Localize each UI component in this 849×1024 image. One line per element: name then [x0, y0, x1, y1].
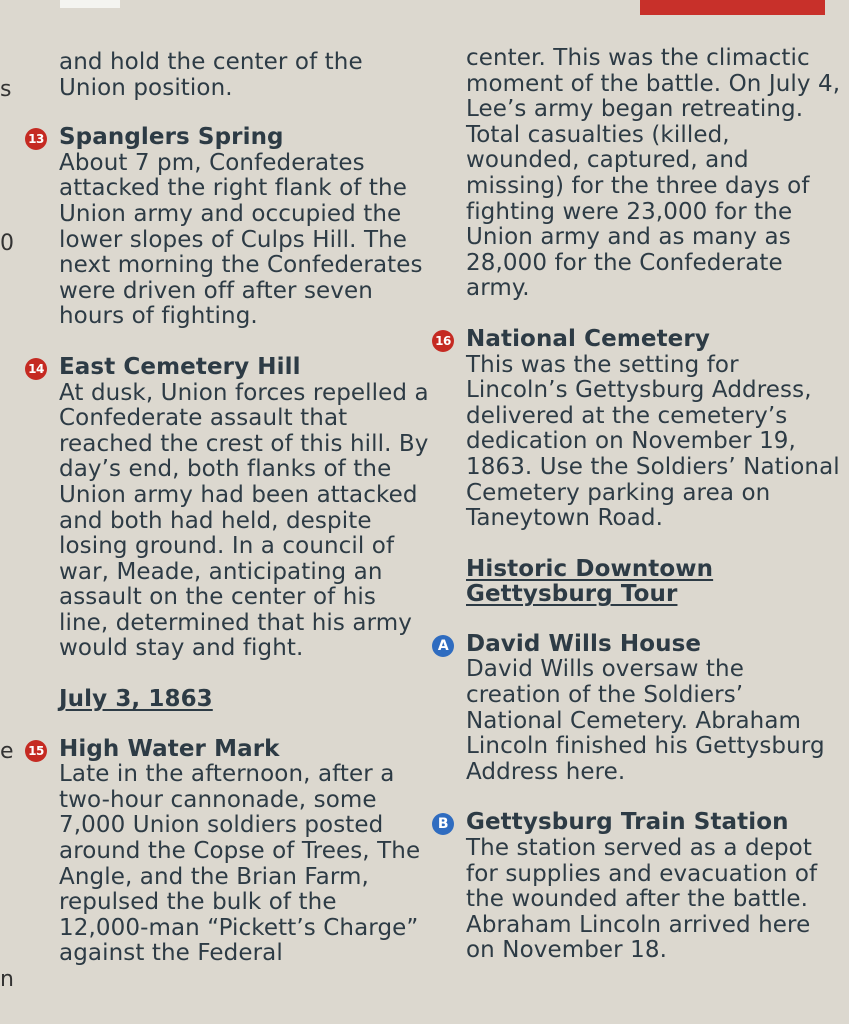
- entry-title: Spanglers Spring: [59, 124, 284, 151]
- entry-spanglers-spring: [28, 124, 431, 330]
- edge-letter: n: [0, 967, 14, 992]
- tour-heading-line2: Gettysburg Tour: [466, 581, 678, 608]
- entry-title: Gettysburg Train Station: [466, 809, 789, 836]
- entry-body: This was the setting for Lincoln’s Gettysburg Address, delivered at the cemetery’s dedication on November 19, 1863. Use the Soldiers’ National Cemetery parking area on Taneytown Road.: [466, 351, 840, 532]
- entry-east-cemetery-hill: [28, 353, 431, 662]
- red-header-bar: [640, 0, 825, 15]
- marker-16-icon: 16: [432, 330, 454, 352]
- entry-national-cemetery: [435, 325, 844, 532]
- entry-high-water-mark: [28, 735, 431, 967]
- right-column: [435, 45, 844, 964]
- entry-body: At dusk, Union forces repelled a Confederate assault that reached the crest of this hill. By day’s end, both flanks of the Union army had been attacked and both had held, despite losing ground. In a council of war, Meade, anticipating an assault on the center of his line, determined that his army would stay and fight.: [59, 379, 429, 662]
- entry-title: High Water Mark: [59, 735, 280, 762]
- date-heading: July 3, 1863: [59, 686, 213, 713]
- continued-text: center. This was the climactic moment of the battle. On July 4, Lee’s army began retreating. Total casualties (killed, wounded, captured, and missing) for the three days of fighting were 23,000 for the Union army and as many as 28,000 for the Confederate army.: [466, 45, 841, 302]
- top-edge-strip: [60, 0, 120, 8]
- entry-title: East Cemetery Hill: [59, 353, 301, 380]
- left-column: [28, 49, 431, 967]
- intro-text: and hold the center of the Union position.: [59, 49, 363, 101]
- marker-a-icon: A: [432, 635, 454, 657]
- entry-gettysburg-train-station: [437, 809, 844, 964]
- entry-david-wills-house: [437, 630, 844, 786]
- tour-heading: [466, 557, 844, 608]
- marker-15-icon: 15: [25, 740, 47, 762]
- entry-body: David Wills oversaw the creation of the Soldiers’ National Cemetery. Abraham Lincoln finished his Gettysburg Address here.: [466, 656, 825, 785]
- tour-heading-line1: Historic Downtown: [466, 555, 714, 582]
- entry-body: Late in the afternoon, after a two-hour cannonade, some 7,000 Union soldiers posted around the Copse of Trees, The Angle, and the Brian Farm, repulsed the bulk of the 12,000-man “Pickett’s Charge” against the Federal: [59, 761, 421, 967]
- marker-b-icon: B: [432, 813, 454, 835]
- entry-body: About 7 pm, Confederates attacked the right flank of the Union army and occupied the lower slopes of Culps Hill. The next morning the Confederates were driven off after seven hours of fighting.: [59, 149, 423, 330]
- entry-title: David Wills House: [466, 630, 702, 657]
- edge-letter: s: [0, 77, 12, 102]
- edge-letter: 0: [0, 231, 14, 256]
- marker-13-icon: 13: [25, 128, 47, 150]
- entry-body: The station served as a depot for supplies and evacuation of the wounded after the battle. Abraham Lincoln arrived here on November 18.: [466, 835, 818, 964]
- entry-title: National Cemetery: [466, 325, 710, 352]
- edge-letter: e: [0, 739, 14, 764]
- marker-14-icon: 14: [25, 358, 47, 380]
